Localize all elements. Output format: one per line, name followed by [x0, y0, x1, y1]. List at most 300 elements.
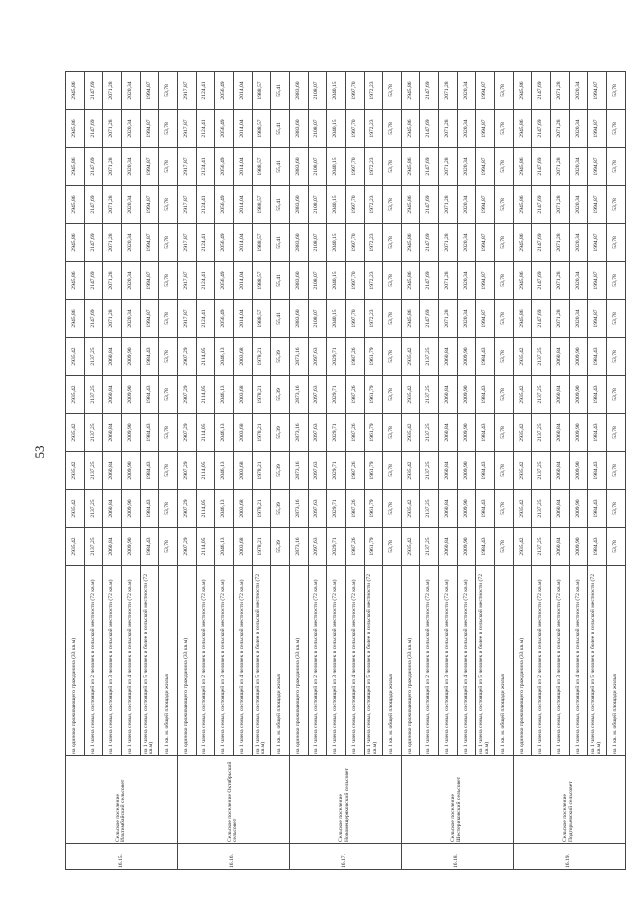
tariff-value: 2020,34 [121, 72, 140, 110]
tariff-value: 2071,28 [439, 148, 458, 186]
tariff-value: 1972,23 [364, 262, 383, 300]
tariff-value: 55,41 [271, 224, 290, 262]
tariff-value: 2020,34 [569, 300, 588, 338]
tariff-value: 2124,41 [196, 262, 215, 300]
tariff-value: 2014,04 [233, 110, 252, 148]
tariff-value: 2020,34 [121, 110, 140, 148]
tariff-value: 2071,28 [103, 72, 122, 110]
tariff-value: 55,39 [271, 528, 290, 566]
tariff-value: 1984,43 [476, 414, 495, 452]
tariff-value: 1988,57 [252, 224, 271, 262]
tariff-value: 2020,34 [457, 224, 476, 262]
tariff-value: 2147,69 [532, 110, 551, 148]
tariff-value: 2020,34 [457, 110, 476, 148]
tariff-value: 1972,23 [364, 300, 383, 338]
tariff-value: 1984,43 [140, 490, 159, 528]
tariff-value: 2020,34 [569, 224, 588, 262]
tariff-value: 2883,60 [289, 224, 308, 262]
tariff-value: 53,78 [495, 528, 514, 566]
tariff-value: 2046,13 [215, 452, 234, 490]
tariff-value: 2147,69 [532, 224, 551, 262]
tariff-value: 2935,42 [66, 490, 85, 528]
tariff-value: 53,78 [383, 452, 402, 490]
tariff-value: 53,78 [607, 338, 626, 376]
tariff-value: 2009,90 [121, 528, 140, 566]
tariff-value: 2009,90 [569, 338, 588, 376]
tariff-value: 55,39 [271, 376, 290, 414]
tariff-value: 2114,05 [196, 452, 215, 490]
tariff-value: 53,78 [607, 262, 626, 300]
tariff-value: 2147,69 [420, 110, 439, 148]
tariff-value: 55,39 [271, 452, 290, 490]
tariff-value: 1987,26 [345, 490, 364, 528]
tariff-value: 2029,71 [327, 452, 346, 490]
tariff-value: 2873,16 [289, 338, 308, 376]
tariff-value: 2060,84 [439, 452, 458, 490]
table-row [532, 72, 551, 870]
tariff-value: 2873,16 [289, 414, 308, 452]
table-row [308, 72, 327, 870]
tariff-value: 53,78 [607, 376, 626, 414]
tariff-value: 2020,34 [457, 262, 476, 300]
tariff-value: 1988,57 [252, 110, 271, 148]
table-row [457, 72, 476, 870]
tariff-value: 1994,87 [588, 300, 607, 338]
tariff-value: 53,78 [607, 186, 626, 224]
tariff-value: 2124,41 [196, 110, 215, 148]
tariff-value: 2029,71 [327, 376, 346, 414]
tariff-value: 2046,13 [215, 338, 234, 376]
tariff-value: 2137,25 [84, 376, 103, 414]
tariff-value: 2945,86 [66, 224, 85, 262]
tariff-value: 2883,60 [289, 148, 308, 186]
tariff-value: 2040,15 [327, 262, 346, 300]
tariff-value: 1961,79 [364, 452, 383, 490]
tariff-value: 2935,42 [513, 414, 532, 452]
tariff-value: 53,78 [383, 300, 402, 338]
tariff-value: 2907,29 [177, 452, 196, 490]
norm-description: на 1 кв. м. общей площади жилья [271, 566, 290, 756]
tariff-value: 2056,49 [215, 224, 234, 262]
tariff-value: 2003,68 [233, 414, 252, 452]
norm-description: на 1 члена семьи, состоящей из 4 человек в сельской местности (72 кв.м) [233, 566, 252, 756]
tariff-value: 53,78 [383, 72, 402, 110]
tariff-value: 1984,43 [476, 376, 495, 414]
tariff-value: 1961,79 [364, 528, 383, 566]
tariff-value: 2935,42 [401, 376, 420, 414]
norm-description: на 1 члена семьи, состоящей из 5 человек и более в сельской местности (72 кв.м) [252, 566, 271, 756]
tariff-value: 53,78 [383, 110, 402, 148]
tariff-value: 2029,71 [327, 338, 346, 376]
tariff-value: 1984,43 [588, 452, 607, 490]
norm-description: на 1 члена семьи, состоящей из 2 человек в сельской местности (72 кв.м) [196, 566, 215, 756]
table-row [495, 72, 514, 870]
tariff-value: 1994,87 [588, 224, 607, 262]
tariff-value: 53,78 [159, 452, 178, 490]
tariff-value: 53,78 [495, 490, 514, 528]
tariff-value: 2124,41 [196, 300, 215, 338]
tariff-value: 2935,42 [401, 528, 420, 566]
section-index: 16.16. [177, 844, 289, 870]
tariff-value: 2056,49 [215, 72, 234, 110]
tariff-value: 2071,28 [103, 110, 122, 148]
tariff-value: 2060,84 [439, 338, 458, 376]
tariff-value: 2883,60 [289, 110, 308, 148]
tariff-value: 2917,87 [177, 110, 196, 148]
tariff-value: 2097,63 [308, 414, 327, 452]
tariff-value: 1997,70 [345, 224, 364, 262]
table-row [383, 72, 402, 870]
tariff-value: 1987,26 [345, 338, 364, 376]
tariff-value: 2108,07 [308, 224, 327, 262]
tariff-value: 2935,42 [513, 338, 532, 376]
tariff-value: 2114,05 [196, 414, 215, 452]
tariff-value: 2056,49 [215, 148, 234, 186]
tariff-value: 2945,86 [66, 148, 85, 186]
table-row [140, 72, 159, 870]
tariff-value: 2060,84 [439, 490, 458, 528]
tariff-value: 2071,28 [103, 148, 122, 186]
tariff-value: 2137,25 [532, 338, 551, 376]
table-row [513, 72, 532, 870]
tariff-value: 53,78 [495, 224, 514, 262]
tariff-value: 2137,25 [420, 338, 439, 376]
tariff-value: 2108,07 [308, 186, 327, 224]
tariff-value: 2108,07 [308, 110, 327, 148]
tariff-value: 55,39 [271, 414, 290, 452]
tariff-value: 2071,28 [439, 224, 458, 262]
tariff-value: 1984,43 [588, 528, 607, 566]
tariff-value: 1997,70 [345, 72, 364, 110]
tariff-value: 2907,29 [177, 414, 196, 452]
norm-description: на 1 члена семьи, состоящей из 5 человек и более в сельской местности (72 кв.м) [588, 566, 607, 756]
tariff-value: 53,78 [159, 490, 178, 528]
tariff-value: 2071,28 [551, 224, 570, 262]
tariff-value: 2907,29 [177, 376, 196, 414]
tariff-value: 2056,49 [215, 186, 234, 224]
tariff-value: 2060,84 [439, 528, 458, 566]
tariff-value: 53,78 [159, 414, 178, 452]
tariff-value: 2147,69 [532, 148, 551, 186]
tariff-value: 2945,86 [513, 300, 532, 338]
tariff-value: 2945,86 [513, 262, 532, 300]
table-row [177, 72, 196, 870]
norm-description: на одиноко проживающего гражданина (33 кв.м) [513, 566, 532, 756]
tariff-value: 1994,87 [588, 72, 607, 110]
tariff-value: 2029,71 [327, 490, 346, 528]
tariff-value: 2945,86 [513, 72, 532, 110]
tariff-value: 1994,87 [140, 148, 159, 186]
tariff-value: 2137,25 [532, 452, 551, 490]
tariff-value: 2945,86 [513, 186, 532, 224]
tariff-value: 2040,15 [327, 110, 346, 148]
tariff-value: 2003,68 [233, 338, 252, 376]
tariff-value: 2020,34 [121, 148, 140, 186]
tariff-value: 2020,34 [569, 186, 588, 224]
tariff-value: 2137,25 [420, 490, 439, 528]
tariff-value: 2137,25 [532, 490, 551, 528]
tariff-value: 2009,90 [569, 414, 588, 452]
tariff-value: 2040,15 [327, 224, 346, 262]
tariff-value: 2040,15 [327, 148, 346, 186]
tariff-value: 2124,41 [196, 72, 215, 110]
tariff-value: 1997,70 [345, 110, 364, 148]
tariff-value: 2060,84 [103, 452, 122, 490]
tariff-value: 2907,29 [177, 490, 196, 528]
table-row [84, 72, 103, 870]
tariff-value: 2097,63 [308, 338, 327, 376]
tariff-value: 1988,57 [252, 148, 271, 186]
tariff-value: 2009,90 [121, 490, 140, 528]
tariff-value: 2883,60 [289, 72, 308, 110]
tariff-value: 1984,43 [476, 490, 495, 528]
tariff-value: 2108,07 [308, 300, 327, 338]
tariff-value: 1984,43 [588, 376, 607, 414]
tariff-value: 1994,87 [476, 72, 495, 110]
tariff-value: 2907,29 [177, 338, 196, 376]
tariff-value: 2071,28 [439, 72, 458, 110]
tariff-value: 2873,16 [289, 376, 308, 414]
tariff-value: 2108,07 [308, 72, 327, 110]
tariff-value: 2945,86 [66, 72, 85, 110]
tariff-value: 2020,34 [457, 148, 476, 186]
tariff-value: 2945,86 [513, 110, 532, 148]
tariff-value: 53,78 [159, 300, 178, 338]
table-row [401, 72, 420, 870]
table-row [159, 72, 178, 870]
tariff-value: 2935,42 [66, 376, 85, 414]
tariff-table [65, 71, 626, 870]
tariff-value: 1994,87 [140, 186, 159, 224]
tariff-value: 2097,63 [308, 528, 327, 566]
norm-description: на 1 члена семьи, состоящей из 5 человек и более в сельской местности (72 кв.м) [476, 566, 495, 756]
table-row [476, 72, 495, 870]
tariff-value: 2935,42 [513, 490, 532, 528]
tariff-value: 2935,42 [401, 414, 420, 452]
table-row [607, 72, 626, 870]
tariff-value: 1972,23 [364, 224, 383, 262]
tariff-value: 2020,34 [457, 72, 476, 110]
tariff-value: 1994,87 [476, 148, 495, 186]
tariff-value: 1984,43 [588, 490, 607, 528]
tariff-value: 2945,86 [513, 224, 532, 262]
tariff-value: 2945,86 [66, 262, 85, 300]
tariff-value: 53,78 [495, 148, 514, 186]
tariff-value: 2873,16 [289, 452, 308, 490]
tariff-value: 53,78 [495, 452, 514, 490]
tariff-value: 2060,84 [439, 376, 458, 414]
tariff-value: 2071,28 [551, 110, 570, 148]
tariff-value: 2056,49 [215, 300, 234, 338]
norm-description: на 1 кв. м. общей площади жилья [159, 566, 178, 756]
tariff-value: 2009,90 [121, 338, 140, 376]
tariff-value: 1984,43 [140, 376, 159, 414]
norm-description: на 1 члена семьи, состоящей из 3 человек в сельской местности (72 кв.м) [439, 566, 458, 756]
tariff-value: 2060,84 [551, 414, 570, 452]
tariff-value: 2009,90 [457, 376, 476, 414]
tariff-value: 2020,34 [121, 262, 140, 300]
tariff-value: 1961,79 [364, 376, 383, 414]
tariff-value: 2071,28 [103, 224, 122, 262]
tariff-value: 1994,87 [140, 262, 159, 300]
settlement-name: Сельское поселение Новомещеряковский сельсовет [289, 756, 401, 844]
tariff-value: 53,78 [495, 376, 514, 414]
tariff-value: 1984,43 [140, 414, 159, 452]
tariff-value: 2071,28 [551, 72, 570, 110]
tariff-value: 1997,70 [345, 148, 364, 186]
tariff-value: 2935,42 [66, 338, 85, 376]
tariff-value: 2009,90 [569, 452, 588, 490]
tariff-value: 2147,69 [532, 186, 551, 224]
tariff-value: 2014,04 [233, 224, 252, 262]
tariff-value: 55,41 [271, 186, 290, 224]
tariff-value: 2147,69 [420, 224, 439, 262]
tariff-value: 2040,15 [327, 186, 346, 224]
tariff-value: 53,78 [495, 338, 514, 376]
tariff-value: 2046,13 [215, 528, 234, 566]
tariff-value: 2147,69 [84, 300, 103, 338]
tariff-value: 2945,86 [66, 110, 85, 148]
norm-description: на одиноко проживающего гражданина (33 кв.м) [401, 566, 420, 756]
tariff-value: 2147,69 [420, 262, 439, 300]
tariff-value: 1978,21 [252, 414, 271, 452]
tariff-value: 1987,26 [345, 452, 364, 490]
tariff-value: 2020,34 [121, 186, 140, 224]
tariff-value: 1988,57 [252, 186, 271, 224]
table-row [196, 72, 215, 870]
tariff-value: 53,78 [159, 338, 178, 376]
tariff-value: 53,78 [159, 262, 178, 300]
tariff-value: 53,78 [495, 262, 514, 300]
tariff-value: 2945,86 [401, 110, 420, 148]
tariff-value: 2917,87 [177, 72, 196, 110]
tariff-value: 2147,69 [532, 300, 551, 338]
tariff-value: 2137,25 [420, 452, 439, 490]
table-row [252, 72, 271, 870]
table-row [66, 72, 85, 870]
tariff-value: 2147,69 [84, 224, 103, 262]
tariff-value: 1997,70 [345, 262, 364, 300]
tariff-value: 53,78 [159, 148, 178, 186]
norm-description: на 1 члена семьи, состоящей из 2 человек в сельской местности (72 кв.м) [84, 566, 103, 756]
table-row [289, 72, 308, 870]
tariff-value: 2147,69 [420, 72, 439, 110]
tariff-value: 53,78 [159, 528, 178, 566]
tariff-value: 2014,04 [233, 262, 252, 300]
tariff-value: 2020,34 [569, 148, 588, 186]
settlement-name: Сельское поселение Октябрьский сельсовет [177, 756, 289, 844]
tariff-value: 1984,43 [476, 338, 495, 376]
tariff-value: 2071,28 [439, 262, 458, 300]
tariff-value: 2009,90 [569, 528, 588, 566]
tariff-value: 2060,84 [551, 452, 570, 490]
tariff-value: 53,78 [159, 72, 178, 110]
tariff-value: 1972,23 [364, 110, 383, 148]
tariff-value: 55,39 [271, 338, 290, 376]
tariff-value: 1984,43 [476, 452, 495, 490]
tariff-value: 2097,63 [308, 452, 327, 490]
tariff-value: 2046,13 [215, 414, 234, 452]
tariff-value: 2060,84 [103, 376, 122, 414]
tariff-value: 1972,23 [364, 186, 383, 224]
tariff-value: 2040,15 [327, 300, 346, 338]
tariff-value: 1994,87 [476, 224, 495, 262]
tariff-value: 2020,34 [121, 224, 140, 262]
settlement-name: Сельское поселение Ильтимбайский сельсовет [66, 756, 178, 844]
tariff-value: 2147,69 [84, 72, 103, 110]
norm-description: на 1 члена семьи, состоящей из 3 человек в сельской местности (72 кв.м) [215, 566, 234, 756]
tariff-value: 2071,28 [551, 148, 570, 186]
tariff-value: 2060,84 [103, 338, 122, 376]
tariff-value: 53,78 [159, 224, 178, 262]
tariff-value: 2009,90 [121, 376, 140, 414]
tariff-value: 2945,86 [66, 300, 85, 338]
tariff-value: 2137,25 [420, 414, 439, 452]
tariff-value: 2945,86 [513, 148, 532, 186]
tariff-value: 2945,86 [401, 186, 420, 224]
norm-description: на 1 члена семьи, состоящей из 2 человек в сельской местности (72 кв.м) [308, 566, 327, 756]
table-row [588, 72, 607, 870]
norm-description: на 1 члена семьи, состоящей из 5 человек и более в сельской местности (72 кв.м) [140, 566, 159, 756]
tariff-value: 2917,87 [177, 262, 196, 300]
tariff-value: 2124,41 [196, 186, 215, 224]
tariff-value: 2945,86 [401, 300, 420, 338]
tariff-value: 1984,43 [140, 338, 159, 376]
norm-description: на 1 члена семьи, состоящей из 2 человек в сельской местности (72 кв.м) [532, 566, 551, 756]
tariff-value: 1994,87 [476, 300, 495, 338]
tariff-value: 2003,68 [233, 452, 252, 490]
norm-description: на 1 члена семьи, состоящей из 3 человек в сельской местности (72 кв.м) [103, 566, 122, 756]
norm-description: на 1 кв. м. общей площади жилья [383, 566, 402, 756]
tariff-value: 2147,69 [420, 186, 439, 224]
section-index: 16.19. [513, 844, 625, 870]
tariff-value: 2945,86 [66, 186, 85, 224]
tariff-value: 2009,90 [457, 338, 476, 376]
tariff-value: 2071,28 [439, 110, 458, 148]
table-row [121, 72, 140, 870]
page-number: 53 [32, 445, 47, 459]
norm-description: на 1 члена семьи, состоящей из 4 человек в сельской местности (72 кв.м) [569, 566, 588, 756]
tariff-value: 2029,71 [327, 414, 346, 452]
section-index: 16.18. [401, 844, 513, 870]
norm-description: на 1 члена семьи, состоящей из 3 человек в сельской местности (72 кв.м) [327, 566, 346, 756]
tariff-value: 2907,29 [177, 528, 196, 566]
section-index: 16.17. [289, 844, 401, 870]
tariff-value: 2137,25 [532, 376, 551, 414]
table-row [420, 72, 439, 870]
tariff-value: 2060,84 [551, 528, 570, 566]
tariff-value: 53,78 [383, 148, 402, 186]
tariff-table-wrapper [65, 81, 625, 870]
tariff-value: 2114,05 [196, 528, 215, 566]
tariff-value: 2137,25 [84, 528, 103, 566]
tariff-value: 2060,84 [439, 414, 458, 452]
tariff-value: 2009,90 [569, 376, 588, 414]
tariff-value: 2935,42 [401, 338, 420, 376]
tariff-value: 2147,69 [532, 72, 551, 110]
tariff-value: 53,78 [607, 148, 626, 186]
tariff-value: 2137,25 [532, 414, 551, 452]
tariff-value: 2020,34 [569, 110, 588, 148]
tariff-value: 1997,70 [345, 186, 364, 224]
tariff-value: 2124,41 [196, 224, 215, 262]
tariff-value: 1978,21 [252, 338, 271, 376]
tariff-value: 53,78 [495, 414, 514, 452]
tariff-value: 1987,26 [345, 414, 364, 452]
tariff-value: 2060,84 [103, 528, 122, 566]
tariff-value: 2137,25 [84, 338, 103, 376]
norm-description: на 1 члена семьи, состоящей из 5 человек и более в сельской местности (72 кв.м) [364, 566, 383, 756]
